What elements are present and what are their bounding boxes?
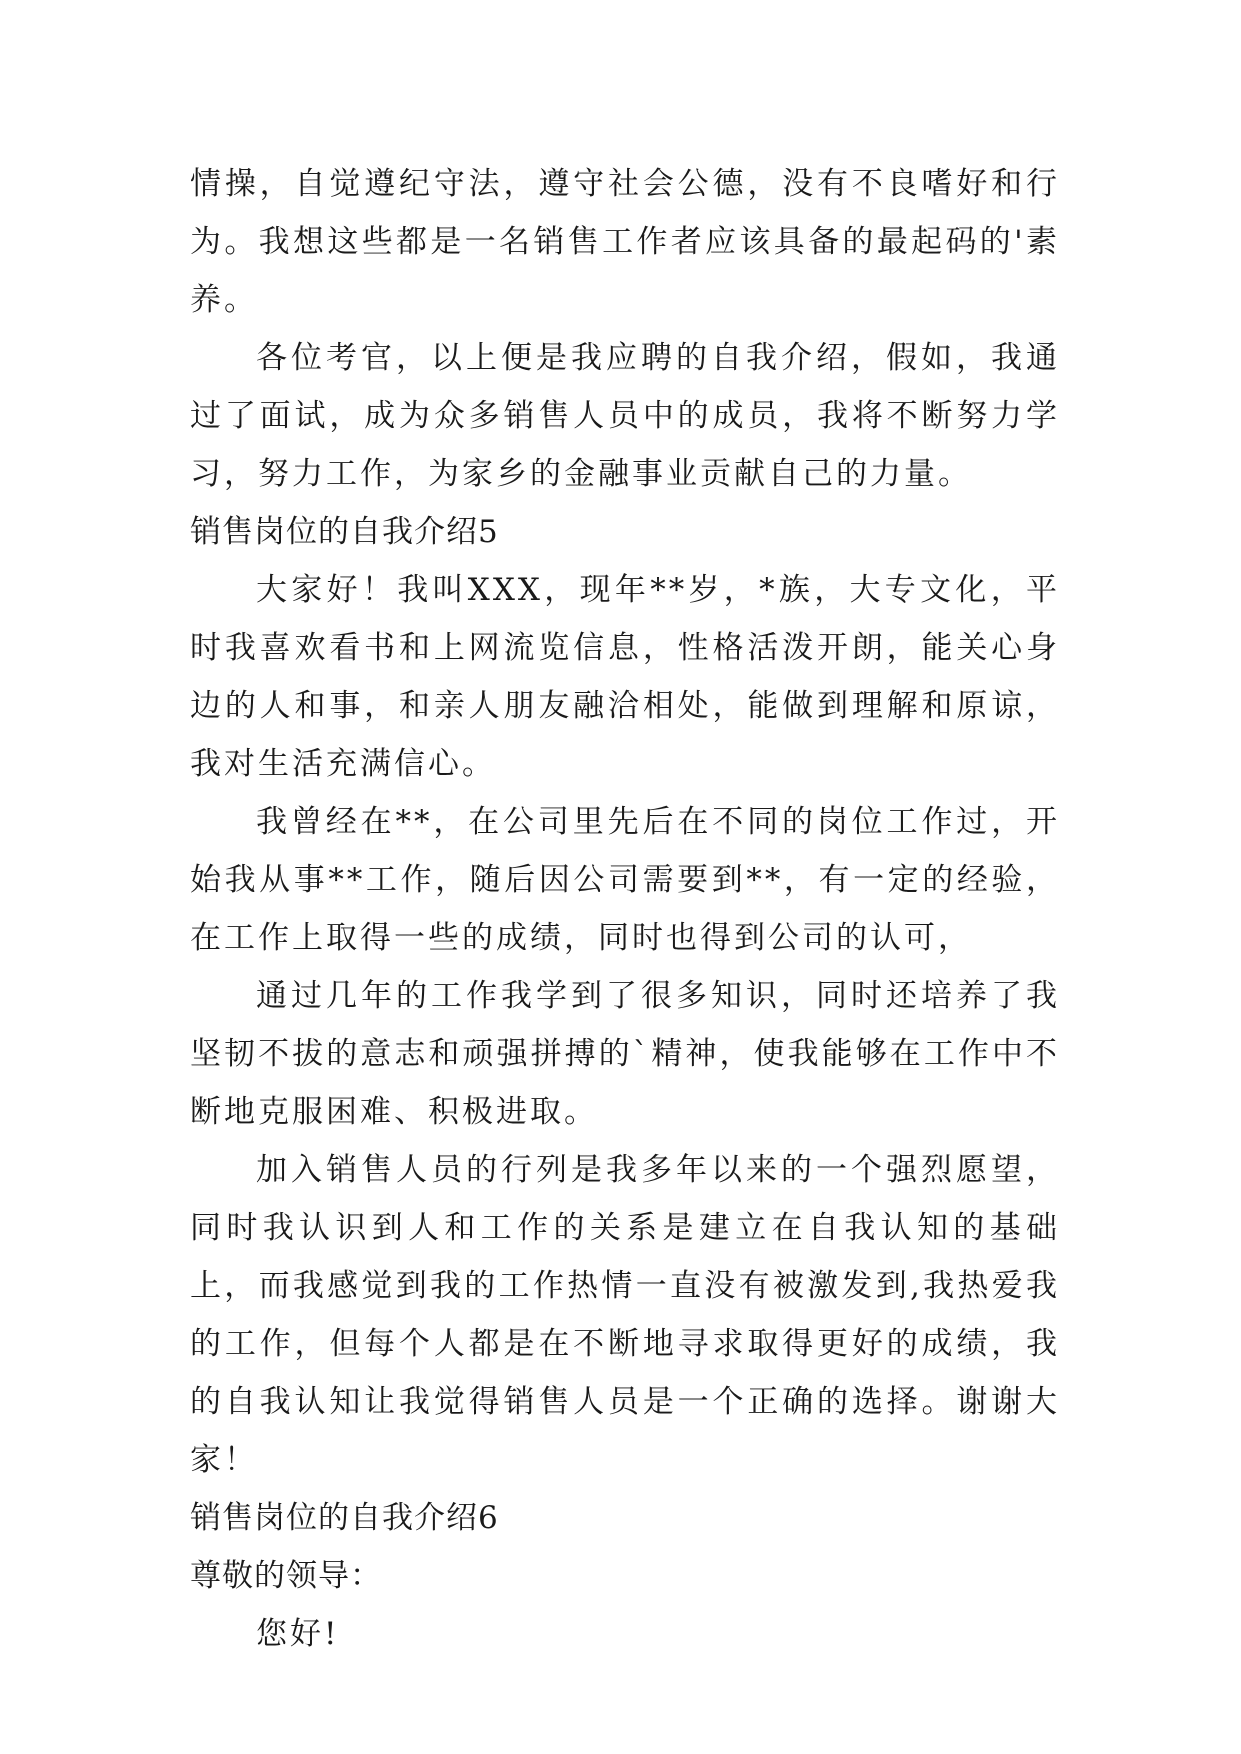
paragraph-work-history: 我曾经在**，在公司里先后在不同的岗位工作过，开始我从事**工作，随后因公司需要到**，有一定的经验，在工作上取得一些的成绩，同时也得到公司的认可， — [190, 804, 1060, 956]
salutation: 尊敬的领导： — [190, 1558, 382, 1594]
paragraph-self-introduction: 大家好！我叫XXX，现年**岁，*族，大专文化，平时我喜欢看书和上网流览信息，性格活泼开朗，能关心身边的人和事，和亲人朋友融洽相处，能做到理解和原谅，我对生活充满信心。 — [190, 572, 1060, 782]
paragraph-closing-virtues: 情操，自觉遵纪守法，遵守社会公德，没有不良嗜好和行为。我想这些都是一名销售工作者应该具备的最起码的'素养。 — [190, 166, 1060, 318]
greeting: 您好! — [256, 1616, 340, 1652]
paragraph-skills-learned: 通过几年的工作我学到了很多知识，同时还培养了我坚韧不拔的意志和顽强拼搏的`精神，使我能够在工作中不断地克服困难、积极进取。 — [190, 978, 1060, 1130]
section-heading-5: 销售岗位的自我介绍5 — [190, 514, 499, 550]
section-heading-6: 销售岗位的自我介绍6 — [190, 1500, 499, 1536]
paragraph-closing-remarks: 各位考官，以上便是我应聘的自我介绍，假如，我通过了面试，成为众多销售人员中的成员，我将不断努力学习，努力工作，为家乡的金融事业贡献自己的力量。 — [190, 340, 1060, 492]
paragraph-motivation: 加入销售人员的行列是我多年以来的一个强烈愿望，同时我认识到人和工作的关系是建立在自我认知的基础上，而我感觉到我的工作热情一直没有被激发到,我热爱我的工作，但每个人都是在不断地寻求取得更好的成绩，我的自我认知让我觉得销售人员是一个正确的选择。谢谢大家！ — [190, 1152, 1060, 1478]
document-body — [190, 155, 1060, 1663]
